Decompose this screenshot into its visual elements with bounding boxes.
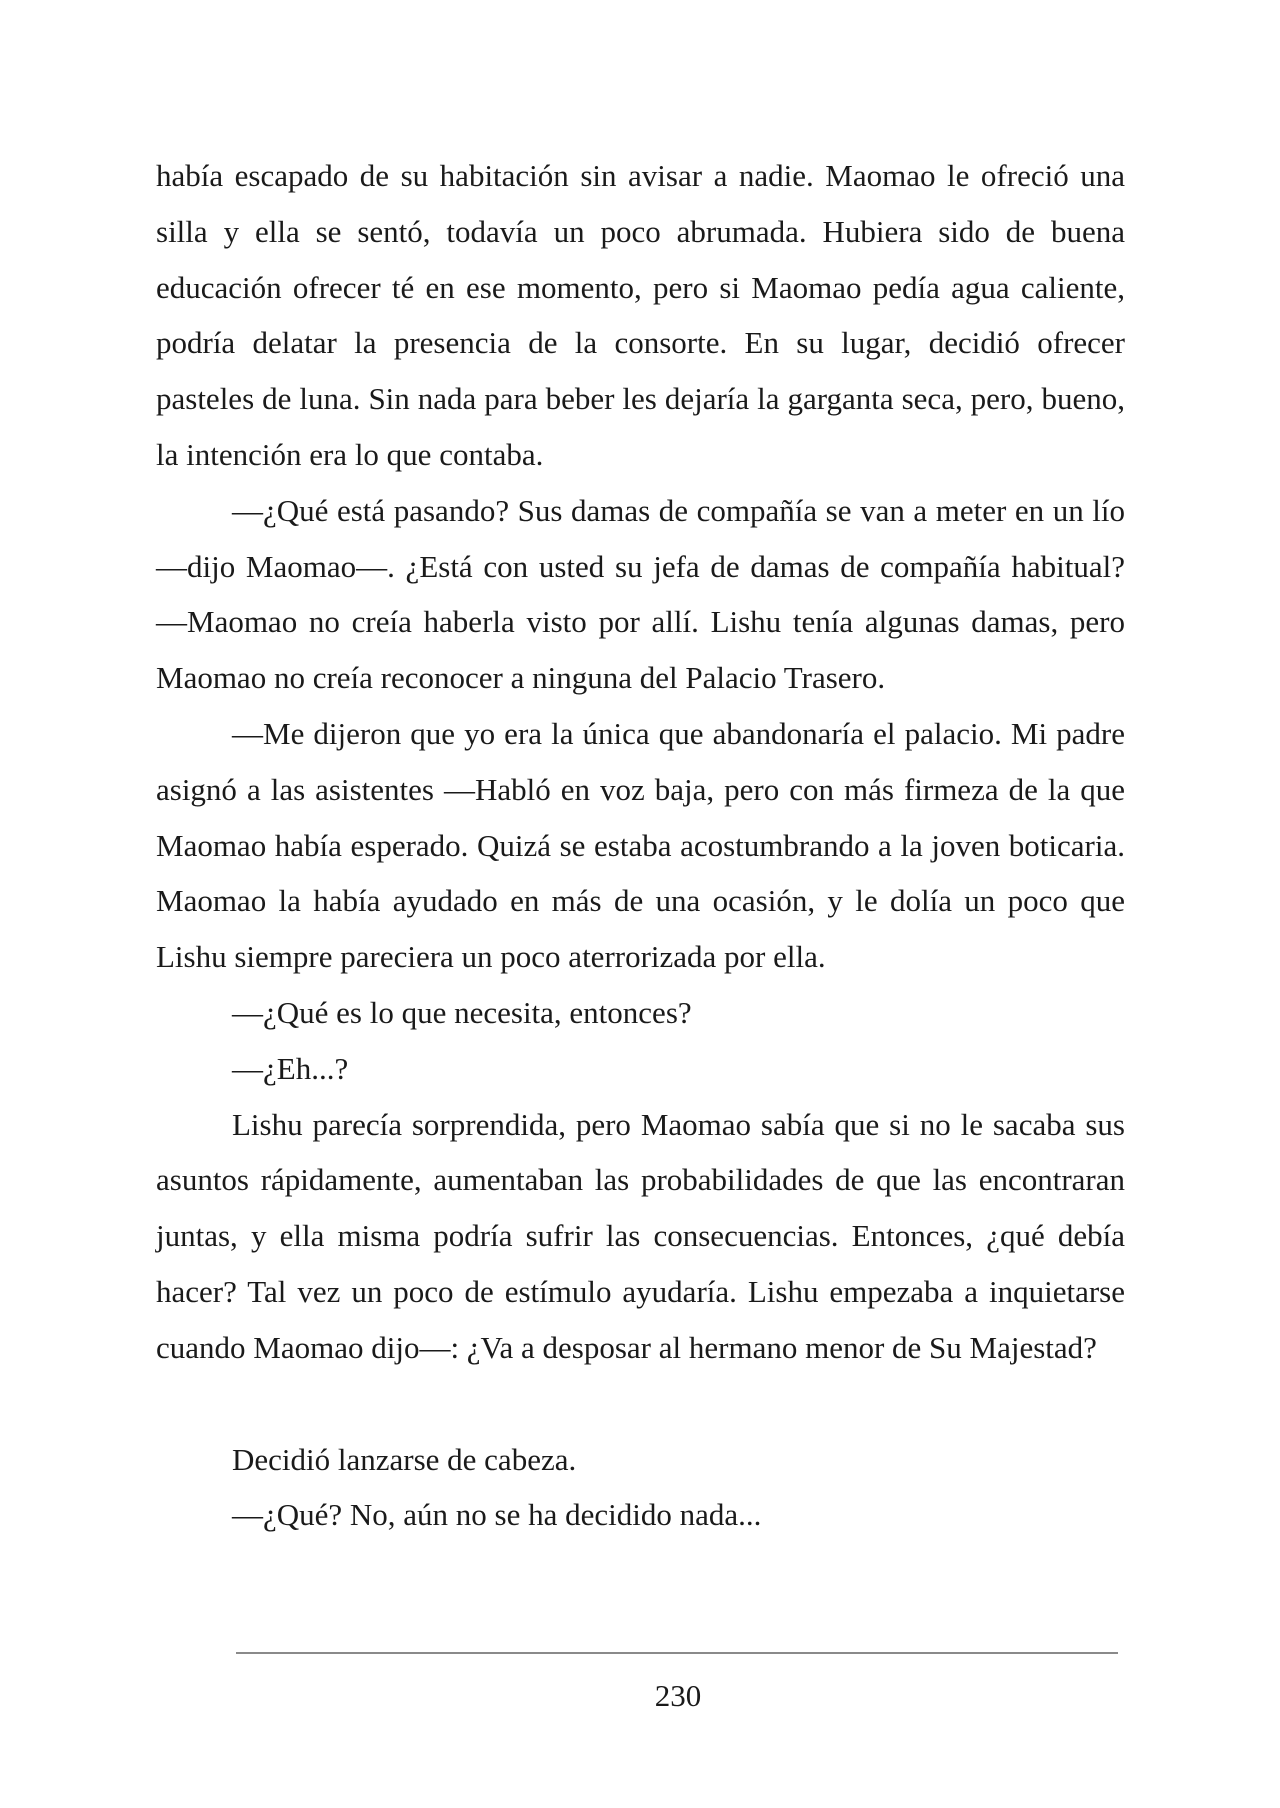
- paragraph-8: —¿Qué? No, aún no se ha decidido nada...: [232, 1497, 762, 1533]
- paragraph-3: —Me dijeron que yo era la única que abandonaría el palacio. Mi padre asignó a las asistentes —Habló en voz baja, pero con más firmeza de la que Maomao había esperado. Quizá se estaba acostumbrando a la joven boticaria. Maomao la había ayudado en más de una ocasión, y le dolía un poco que Lishu siempre pareciera un poco aterrorizada por ella.: [156, 715, 1125, 975]
- paragraph-1: había escapado de su habitación sin avisar a nadie. Maomao le ofreció una silla y ella se sentó, todavía un poco abrumada. Hubiera sido de buena educación ofrecer té en ese momento, pero si Maomao pedía agua caliente, podría delatar la presencia de la consorte. En su lugar, decidió ofrecer pasteles de luna. Sin nada para beber les dejaría la garganta seca, pero, bueno, la intención era lo que contaba.: [156, 158, 1125, 472]
- footer-divider: [236, 1652, 1118, 1654]
- paragraph-6: Lishu parecía sorprendida, pero Maomao sabía que si no le sacaba sus asuntos rápidamente, aumentaban las probabilidades de que las encontraran juntas, y ella misma podría sufrir las consecuencias. Entonces, ¿qué debía hacer? Tal vez un poco de estímulo ayudaría. Lishu empezaba a inquietarse cuando Maomao dijo—: ¿Va a desposar al hermano menor de Su Majestad?: [156, 1106, 1125, 1365]
- paragraph-7: Decidió lanzarse de cabeza.: [232, 1441, 577, 1477]
- paragraph-2: —¿Qué está pasando? Sus damas de compañía se van a meter en un lío —dijo Maomao—. ¿Está con usted su jefa de damas de compañía habitual? —Maomao no creía haberla visto por allí. Lishu tenía algunas damas, pero Maomao no creía reconocer a ninguna del Palacio Trasero.: [156, 492, 1125, 696]
- paragraph-4: —¿Qué es lo que necesita, entonces?: [232, 994, 692, 1030]
- body-text: [156, 148, 1125, 1543]
- page-number: 230: [654, 1678, 702, 1713]
- paragraph-5: —¿Eh...?: [232, 1050, 349, 1086]
